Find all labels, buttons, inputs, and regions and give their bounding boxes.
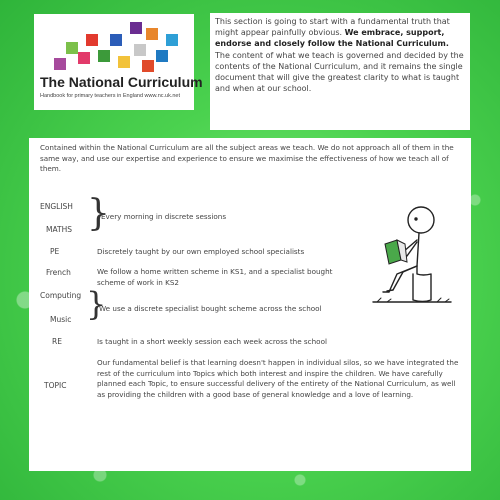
subjects-intro: Contained within the National Curriculum are all the subject areas we teach. We do not approach all of them in the same way, and use our expertise and experience to ensure we maximise the effectiveness of how we teach all of them. bbox=[40, 143, 454, 173]
book-icon bbox=[385, 240, 407, 264]
logo-subtitle: Handbook for primary teachers in England www.nc.uk.net bbox=[40, 93, 181, 99]
logo-square bbox=[118, 56, 130, 68]
logo-square bbox=[156, 50, 168, 62]
subject-topic: TOPIC bbox=[44, 381, 67, 390]
subject-french: French bbox=[46, 268, 71, 277]
brace-computing-music: } bbox=[86, 285, 107, 323]
intro-text-box bbox=[210, 13, 470, 130]
intro-text-bold: We embrace, support, endorse and closely follow the National Curriculum. bbox=[215, 28, 449, 49]
logo-square bbox=[146, 28, 158, 40]
intro-text-start: This section is going to start with a fundamental truth that might appear painfully obvious. bbox=[215, 17, 450, 38]
intro-text-end: The content of what we teach is governed and decided by the contents of the National Curriculum, and it remains the single document that will give the greatest clarity to what is taught and when at our school. bbox=[215, 50, 464, 94]
logo-square bbox=[54, 58, 66, 70]
logo-square bbox=[134, 44, 146, 56]
national-curriculum-logo bbox=[34, 14, 203, 110]
desc-topic: Our fundamental belief is that learning doesn't happen in individual silos, so we have integrated the rest of the curriculum into Topics which both interest and inspire the children. We have carefully planned each Topic, to ensure successful delivery of the entirety of the National Curriculum, as well as providing the children with a good base of general knowledge and a love of learning. bbox=[97, 358, 459, 399]
logo-square bbox=[166, 34, 178, 46]
subject-re: RE bbox=[52, 337, 62, 346]
subjects-panel bbox=[29, 138, 471, 471]
logo-square bbox=[86, 34, 98, 46]
logo-square bbox=[142, 60, 154, 72]
subject-maths: MATHS bbox=[46, 225, 73, 234]
subject-music: Music bbox=[50, 315, 72, 324]
desc-re: Is taught in a short weekly session each week across the school bbox=[97, 337, 327, 346]
logo-square bbox=[78, 52, 90, 64]
brace-english-maths: } bbox=[87, 193, 110, 234]
desc-french: We follow a home written scheme in KS1, and a specialist bought scheme of work in KS2 bbox=[97, 267, 333, 287]
subject-pe: PE bbox=[50, 247, 60, 256]
logo-square bbox=[98, 50, 110, 62]
stick-figure-reading-icon bbox=[367, 200, 459, 310]
logo-square bbox=[130, 22, 142, 34]
logo-title: The National Curriculum bbox=[40, 74, 203, 90]
logo-squares bbox=[34, 14, 194, 74]
logo-square bbox=[66, 42, 78, 54]
desc-computing-music: We use a discrete specialist bought scheme across the school bbox=[99, 304, 322, 313]
desc-pe: Discretely taught by our own employed school specialists bbox=[97, 247, 305, 256]
subject-english: ENGLISH bbox=[40, 202, 73, 211]
desc-english-maths: Every morning in discrete sessions bbox=[101, 212, 227, 221]
logo-square bbox=[110, 34, 122, 46]
subject-computing: Computing bbox=[40, 291, 82, 300]
